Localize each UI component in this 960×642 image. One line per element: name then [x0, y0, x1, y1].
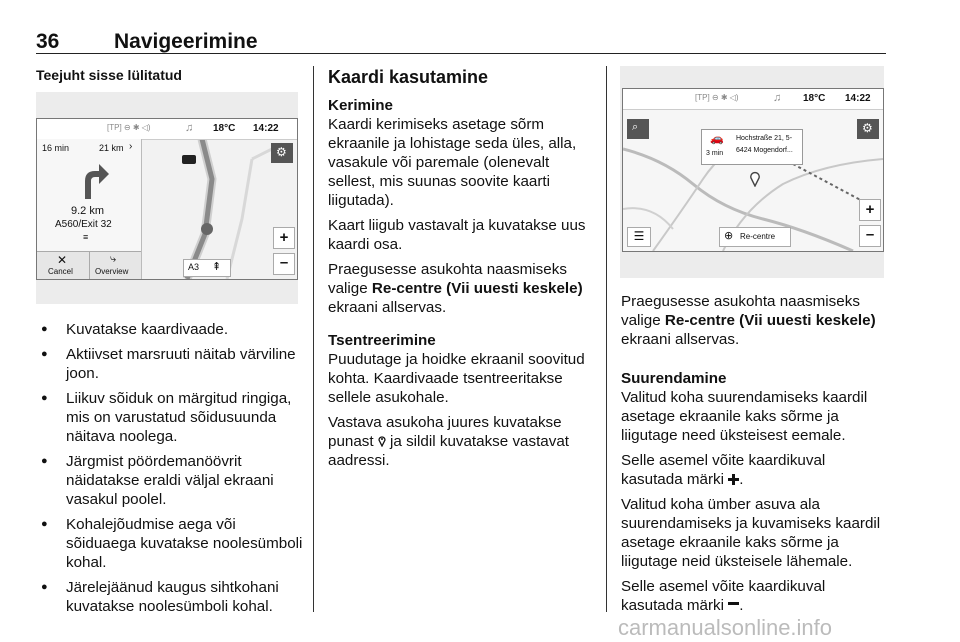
cancel-label: Cancel: [48, 267, 73, 276]
crosshair-icon: ⊕: [724, 230, 734, 242]
column-2: [328, 66, 598, 476]
status-icons: [TP] ⊖ ✱ ◁): [107, 123, 151, 132]
address-line-2: 6424 Mogendorf...: [736, 147, 793, 154]
feature-list: [36, 320, 304, 616]
recentre-button[interactable]: [719, 227, 791, 247]
address-line-1: Hochstraße 21, 5-: [736, 135, 793, 142]
paragraph: Kaardi kerimiseks asetage sõrm ekraanile ja lohistage seda üles, alla, vasakule või paremale (olenevalt sellest, mis suunas soovite kaarti liigutada).: [328, 116, 577, 209]
zoom-in-button[interactable]: +: [859, 199, 881, 221]
close-icon: ✕: [57, 253, 68, 267]
column-divider-1: [313, 66, 314, 612]
column-1-bullets: [36, 320, 304, 622]
travel-time: 3 min: [706, 150, 724, 157]
infotainment-screen-1: [36, 118, 298, 280]
zoom-out-button[interactable]: –: [273, 253, 295, 275]
search-icon: ⌕: [632, 121, 639, 133]
recentre-term: Re-centre (Vii uuesti keskele): [664, 312, 876, 329]
clock: 14:22: [253, 123, 279, 134]
subheading-zooming: Suurendamine: [621, 370, 727, 387]
column-1: [36, 66, 304, 85]
exit-label: A560/Exit 32: [55, 219, 112, 230]
list-item: ● Järgmist pöördemanöövrit näidatakse eraldi väljal ekraani vasakul poolel.: [36, 452, 304, 509]
paragraph: Vastava asukoha juures kuvatakse punast ja sildil kuvatakse vastavat aadressi.: [328, 414, 570, 469]
overview-button[interactable]: [90, 251, 141, 280]
music-icon[interactable]: ♫: [185, 122, 194, 134]
list-item: ● Järelejäänud kaugus sihtkohani kuvatakse noolesümboli kohal.: [36, 578, 304, 616]
status-icons: [TP] ⊖ ✱ ◁): [695, 93, 739, 102]
column-3: [621, 292, 887, 621]
list-icon[interactable]: ≡: [83, 232, 89, 242]
menu-icon[interactable]: ☰: [627, 227, 651, 247]
subheading-scrolling: Kerimine: [328, 97, 393, 114]
paragraph: Selle asemel võite kaardikuval kasutada märki .: [621, 452, 826, 488]
temperature: 18°C: [213, 123, 236, 134]
zoom-out-button[interactable]: –: [859, 225, 881, 247]
overview-label: Overview: [95, 267, 129, 276]
location-pin-icon[interactable]: [749, 171, 761, 187]
eta: 16 min: [42, 143, 70, 153]
cancel-button[interactable]: [37, 251, 90, 280]
list-item: ● Kohalejõudmise aega või sõiduaega kuvatakse noolesümboli kohal.: [36, 515, 304, 572]
status-bar: [37, 119, 297, 140]
distance-total: 21 km: [99, 143, 124, 153]
location-pin-icon: [378, 435, 386, 447]
recentre-label: Re-centre: [740, 232, 776, 241]
paragraph: Praegusesse asukohta naasmiseks valige Re-centre (Vii uuesti keskele) ekraani allservas.: [621, 293, 876, 348]
list-item: ● Aktiivset marsruuti näitab värviline joon.: [36, 345, 304, 383]
lane-icon: ⇞: [212, 261, 222, 273]
status-bar: [623, 89, 883, 110]
infotainment-screen-2: [622, 88, 884, 252]
watermark: carmanualsonline.info: [618, 615, 833, 640]
temperature: 18°C: [803, 93, 826, 104]
chevron-right-icon[interactable]: ›: [129, 141, 133, 152]
figure-map-screen: [620, 66, 884, 278]
subheading-centering: Tsentreerimine: [328, 332, 436, 349]
gear-icon: ⚙: [862, 121, 873, 135]
recentre-term: Re-centre (Vii uuesti keskele): [371, 280, 583, 297]
paragraph: Valitud koha ümber asuva ala suurendamiseks ja kuvamiseks kaardil asetage ekraanile kaks sõrme ja liigutage neid üksteisele lähemale.: [621, 496, 881, 570]
section-title-map-usage: Kaardi kasutamine: [328, 67, 489, 87]
plus-icon: [728, 474, 739, 485]
settings-button[interactable]: [857, 119, 879, 139]
car-icon: 🚗: [710, 133, 724, 145]
header-rule: [36, 53, 886, 54]
gear-icon: ⚙: [276, 145, 287, 159]
page-title: Navigeerimine: [114, 30, 258, 53]
page-number: 36: [36, 30, 60, 53]
paragraph: Selle asemel võite kaardikuval kasutada märki .: [621, 578, 826, 614]
location-popup[interactable]: [701, 129, 803, 165]
clock: 14:22: [845, 93, 871, 104]
zoom-in-button[interactable]: +: [273, 227, 295, 249]
minus-icon: [728, 598, 739, 609]
route-overview-icon: ⤷: [110, 253, 117, 265]
road-info: [183, 259, 231, 277]
section-heading-guidance: Teejuht sisse lülitatud: [36, 67, 182, 83]
paragraph: Praegusesse asukohta naasmiseks valige Re-centre (Vii uuesti keskele) ekraani allservas.: [328, 261, 583, 316]
paragraph: Puudutage ja hoidke ekraanil soovitud kohta. Kaardivaade tsentreeritakse sellele asukohale.: [328, 351, 585, 406]
paragraph: Kaart liigub vastavalt ja kuvatakse uus kaardi osa.: [328, 217, 586, 253]
paragraph: Valitud koha suurendamiseks kaardil asetage ekraanile kaks sõrme ja liigutage need üksteisest eemale.: [621, 389, 868, 444]
music-icon[interactable]: ♫: [773, 92, 782, 104]
column-divider-2: [606, 66, 607, 612]
list-item: ● Liikuv sõiduk on märgitud ringiga, mis on varustatud sõidusuunda näitava noolega.: [36, 389, 304, 446]
distance-next: 9.2 km: [71, 205, 105, 217]
turn-arrow-icon: [75, 159, 111, 199]
list-item: ● Kuvatakse kaardivaade.: [36, 320, 304, 339]
search-button[interactable]: [627, 119, 649, 139]
road-name: A3: [188, 262, 200, 272]
settings-button[interactable]: [271, 143, 293, 163]
figure-guidance-screen: [36, 92, 298, 304]
